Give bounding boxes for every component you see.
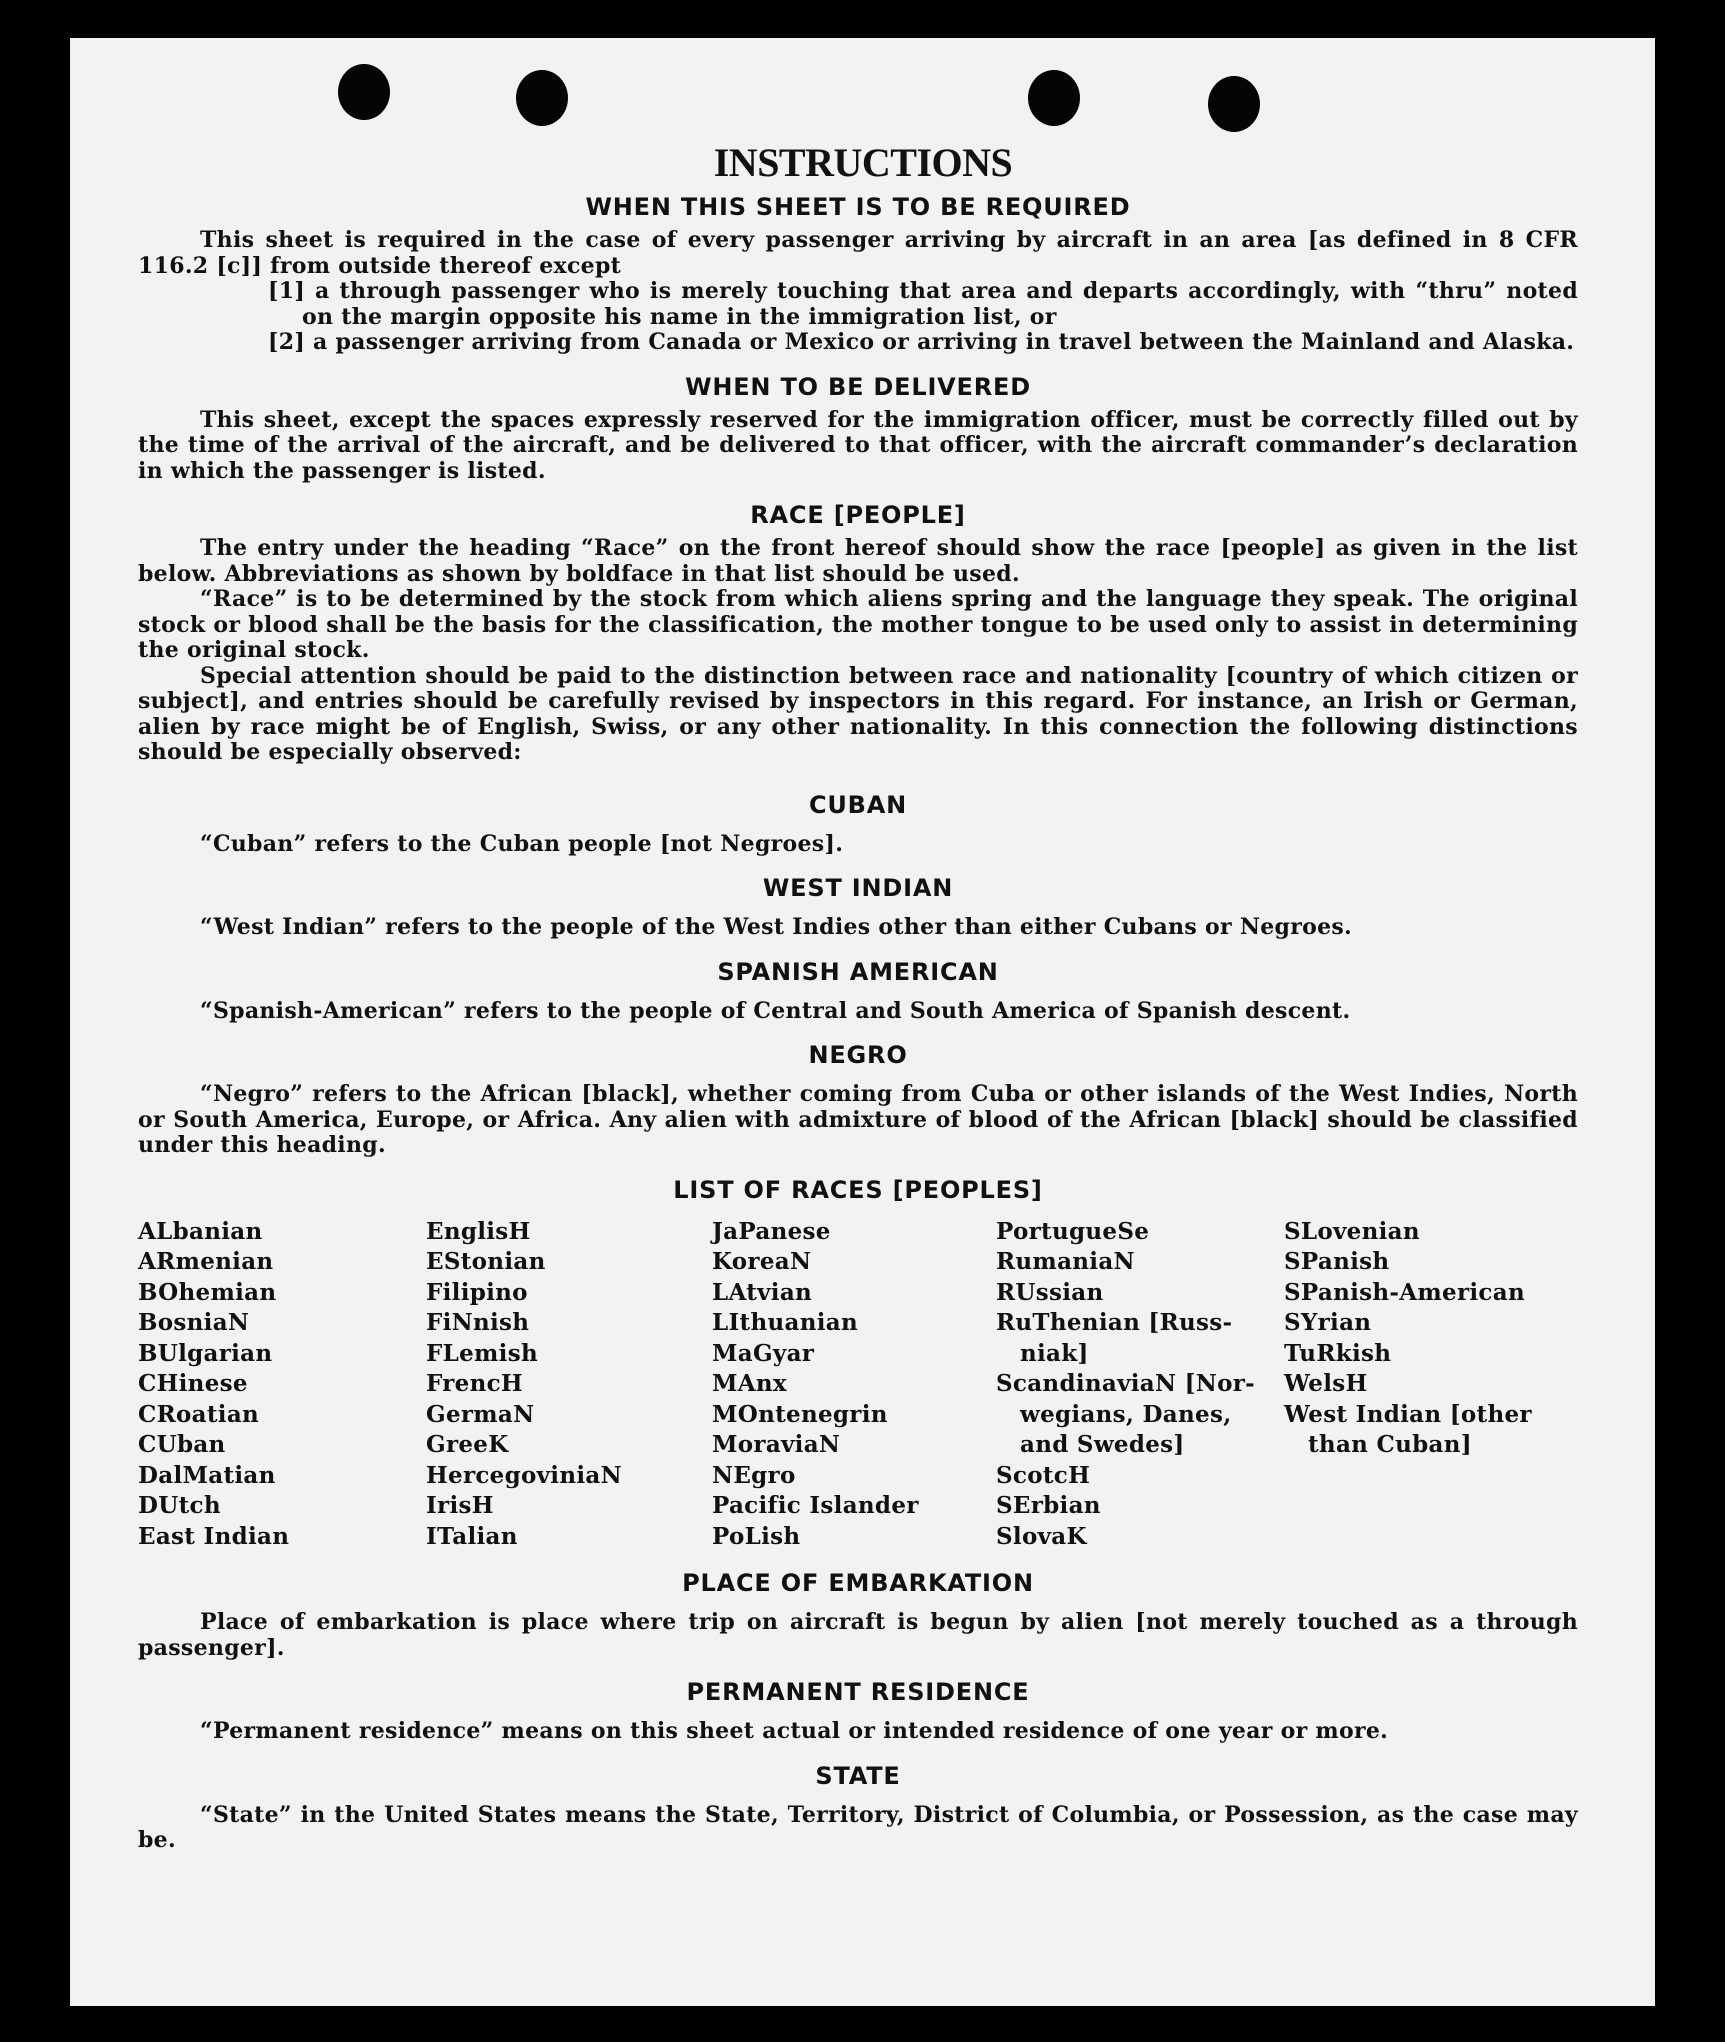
punch-hole-2 bbox=[516, 70, 568, 126]
list-item-exception-2: [2] a passenger arriving from Canada or Mexico or arriving in travel between the Mainland and Alaska. bbox=[268, 329, 1575, 355]
race-entry: CRoatian bbox=[138, 1400, 260, 1428]
races-column bbox=[996, 1217, 1284, 1553]
race-entry: BosniaN bbox=[138, 1309, 250, 1336]
race-entry: SErbian bbox=[996, 1492, 1101, 1519]
races-column bbox=[712, 1217, 996, 1553]
race-entry: ScotcH bbox=[996, 1461, 1091, 1489]
punch-hole-1 bbox=[338, 64, 390, 120]
race-entry: PortugueSe bbox=[996, 1217, 1150, 1245]
paragraph-negro: “Negro” refers to the African [black], whether coming from Cuba or other islands of the West Indies, North or South America, Europe, or Africa. Any alien with admixture of blood of the African [black] should be classified under this heading. bbox=[138, 1081, 1578, 1158]
race-entry: LIthuanian bbox=[712, 1309, 858, 1336]
race-entry: FiNnish bbox=[426, 1309, 530, 1336]
race-entry: WelsH bbox=[1284, 1370, 1368, 1397]
race-entry: niak] bbox=[1020, 1339, 1089, 1367]
race-entry: TuRkish bbox=[1284, 1339, 1392, 1367]
race-entry: RUssian bbox=[996, 1278, 1104, 1306]
section-heading-permanent-residence: PERMANENT RESIDENCE bbox=[686, 1678, 1030, 1706]
race-entry: PoLish bbox=[712, 1522, 801, 1550]
list-item-exception-1: [1] a through passenger who is merely touching that area and departs accordingly, with “thru” noted on the margin opposite his name in the immigration list, or bbox=[268, 278, 1578, 330]
paragraph-delivered: This sheet, except the spaces expressly reserved for the immigration officer, must be correctly filled out by the time of the arrival of the aircraft, and be delivered to that officer, with the aircraft commander’s declaration in which the passenger is listed. bbox=[138, 406, 1578, 484]
race-entry: BOhemian bbox=[138, 1278, 277, 1306]
paragraph-west-indian: “West Indian” refers to the people of the West Indies other than either Cubans or Negroes. bbox=[200, 914, 1353, 940]
instructions-page bbox=[138, 140, 1578, 1854]
race-entry: EnglisH bbox=[426, 1217, 531, 1245]
race-entry: MoraviaN bbox=[712, 1431, 841, 1458]
section-heading-west-indian: WEST INDIAN bbox=[762, 874, 954, 902]
punch-hole-4 bbox=[1208, 76, 1260, 132]
races-list-heading: LIST OF RACES [PEOPLES] bbox=[673, 1175, 1043, 1204]
race-entry: BUlgarian bbox=[138, 1339, 273, 1367]
section-heading-required: WHEN THIS SHEET IS TO BE REQUIRED bbox=[585, 193, 1131, 221]
race-entry: East Indian bbox=[138, 1522, 290, 1550]
race-entry: SYrian bbox=[1284, 1309, 1372, 1336]
race-entry: SPanish-American bbox=[1284, 1278, 1525, 1306]
race-entry: FrencH bbox=[426, 1370, 523, 1397]
paragraph-state: “State” in the United States means the State, Territory, District of Columbia, or Possession, as the case may be. bbox=[138, 1801, 1578, 1853]
races-column bbox=[426, 1217, 712, 1553]
section-heading-state: STATE bbox=[815, 1761, 901, 1790]
race-entry: West Indian [other bbox=[1284, 1400, 1532, 1428]
paragraph-required: This sheet is required in the case of every passenger arriving by aircraft in an area [as defined in 8 CFR 116.2 [c]] from outside thereof except bbox=[138, 227, 1578, 279]
paragraph-race-2: “Race” is to be determined by the stock from which aliens spring and the language they speak. The original stock or blood shall be the basis for the classification, the mother tongue to be used only to assist in determining the original stock. bbox=[138, 586, 1578, 663]
race-entry: CUban bbox=[138, 1431, 226, 1458]
race-entry: LAtvian bbox=[712, 1278, 813, 1306]
section-heading-spanish-american: SPANISH AMERICAN bbox=[717, 957, 999, 986]
section-heading-cuban: CUBAN bbox=[808, 790, 908, 819]
race-entry: SlovaK bbox=[996, 1522, 1087, 1550]
race-entry: MAnx bbox=[712, 1370, 787, 1397]
paragraph-race-3: Special attention should be paid to the distinction between race and nationality [country of which citizen or subject], and entries should be carefully revised by inspectors in this regard. For instance, an Irish or German, alien by race might be of English, Swiss, or any other nationality. In this connection the following distinctions should be especially observed: bbox=[138, 662, 1578, 765]
race-entry: MOntenegrin bbox=[712, 1400, 888, 1428]
section-heading-delivered: WHEN TO BE DELIVERED bbox=[685, 372, 1031, 401]
paragraph-permanent-residence: “Permanent residence” means on this sheet actual or intended residence of one year or more. bbox=[200, 1718, 1389, 1744]
races-column bbox=[1284, 1217, 1564, 1553]
race-entry: EStonian bbox=[426, 1248, 546, 1275]
section-heading-negro: NEGRO bbox=[808, 1041, 908, 1069]
race-entry: Pacific Islander bbox=[712, 1492, 919, 1519]
race-entry: DUtch bbox=[138, 1492, 221, 1519]
race-entry: and Swedes] bbox=[1020, 1431, 1185, 1458]
race-entry: GreeK bbox=[426, 1431, 509, 1458]
races-list bbox=[138, 1217, 1578, 1553]
race-entry: NEgro bbox=[712, 1461, 796, 1489]
race-entry: JaPanese bbox=[712, 1217, 831, 1245]
race-entry: DalMatian bbox=[138, 1461, 276, 1489]
race-entry: RumaniaN bbox=[996, 1248, 1135, 1275]
punch-hole-3 bbox=[1028, 70, 1080, 126]
race-entry: ARmenian bbox=[138, 1248, 274, 1275]
race-entry: IrisH bbox=[426, 1492, 494, 1519]
race-entry: RuThenian [Russ- bbox=[996, 1309, 1233, 1336]
races-column bbox=[138, 1217, 426, 1553]
race-entry: than Cuban] bbox=[1308, 1431, 1472, 1458]
race-entry: ITalian bbox=[426, 1522, 518, 1550]
race-entry: SLovenian bbox=[1284, 1217, 1420, 1245]
race-entry: MaGyar bbox=[712, 1339, 815, 1367]
race-entry: FLemish bbox=[426, 1339, 538, 1367]
race-entry: SPanish bbox=[1284, 1248, 1390, 1275]
paragraph-race-1: The entry under the heading “Race” on the front hereof should show the race [people] as given in the list below. Abbreviations as shown by boldface in that list should be used. bbox=[138, 535, 1578, 587]
race-entry: ScandinaviaN [Nor- bbox=[996, 1370, 1256, 1397]
paragraph-cuban: “Cuban” refers to the Cuban people [not Negroes]. bbox=[200, 830, 844, 857]
race-entry: Filipino bbox=[426, 1278, 528, 1306]
race-entry: KoreaN bbox=[712, 1248, 812, 1275]
race-entry: ALbanian bbox=[138, 1217, 263, 1245]
page-title: INSTRUCTIONS bbox=[713, 140, 1013, 185]
race-entry: CHinese bbox=[138, 1370, 248, 1397]
section-heading-race: RACE [PEOPLE] bbox=[750, 501, 966, 529]
race-entry: GermaN bbox=[426, 1400, 535, 1428]
race-entry: wegians, Danes, bbox=[1020, 1400, 1232, 1428]
race-entry: HercegoviniaN bbox=[426, 1461, 622, 1489]
section-heading-embarkation: PLACE OF EMBARKATION bbox=[682, 1569, 1034, 1597]
paragraph-spanish-american: “Spanish-American” refers to the people of Central and South America of Spanish descent. bbox=[200, 997, 1351, 1024]
paragraph-embarkation: Place of embarkation is place where trip on aircraft is begun by alien [not merely touched as a through passenger]. bbox=[138, 1609, 1578, 1661]
